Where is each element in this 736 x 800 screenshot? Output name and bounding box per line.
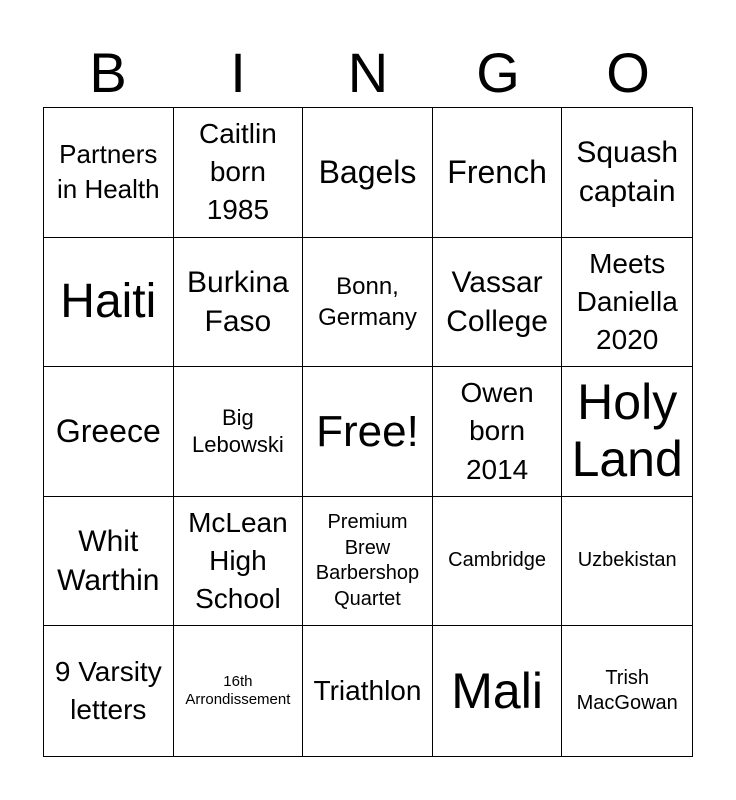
- header-letter-i: I: [230, 41, 246, 104]
- header-letter-g: G: [476, 41, 520, 104]
- bingo-cell[interactable]: [174, 497, 304, 627]
- bingo-cell[interactable]: [303, 108, 433, 238]
- cell-text: Whit Warthin: [57, 525, 160, 598]
- bingo-cell[interactable]: [174, 626, 304, 756]
- bingo-cell[interactable]: [433, 108, 563, 238]
- header-letter-b: B: [89, 41, 127, 104]
- bingo-cell[interactable]: [562, 108, 692, 238]
- header-letter-n: N: [347, 41, 389, 104]
- bingo-cell[interactable]: [174, 108, 304, 238]
- bingo-cell[interactable]: [44, 108, 174, 238]
- bingo-cell[interactable]: [562, 626, 692, 756]
- bingo-cell[interactable]: [562, 367, 692, 497]
- header-letter-o: O: [606, 41, 650, 104]
- bingo-header: [43, 38, 693, 108]
- bingo-cell[interactable]: [433, 238, 563, 368]
- bingo-cell[interactable]: [44, 626, 174, 756]
- cell-text: Mali: [451, 663, 543, 720]
- bingo-cell[interactable]: [44, 367, 174, 497]
- bingo-cell[interactable]: [44, 497, 174, 627]
- bingo-cell[interactable]: [562, 497, 692, 627]
- cell-text: Burkina Faso: [187, 265, 289, 338]
- cell-text: Cambridge: [448, 549, 546, 572]
- cell-text: Big Lebowski: [192, 404, 284, 458]
- cell-text: Greece: [55, 412, 161, 449]
- bingo-cell[interactable]: [303, 626, 433, 756]
- cell-text: Squash captain: [576, 136, 679, 209]
- cell-text: French: [447, 153, 547, 190]
- cell-text: Free!: [316, 406, 419, 456]
- bingo-board: [43, 107, 693, 757]
- bingo-cell[interactable]: [174, 367, 304, 497]
- cell-text: Premium Brew Barbershop Quartet: [315, 510, 420, 610]
- cell-text: Vassar College: [446, 265, 548, 338]
- bingo-cell[interactable]: [433, 497, 563, 627]
- cell-text: Partners in Health: [56, 138, 160, 205]
- cell-text: 9 Varsity letters: [54, 656, 162, 726]
- bingo-cell[interactable]: [433, 626, 563, 756]
- bingo-cell[interactable]: [433, 367, 563, 497]
- cell-text: Uzbekistan: [577, 549, 677, 572]
- cell-text: Bonn, Germany: [318, 272, 417, 331]
- cell-text: 16th Arrondissement: [185, 673, 291, 709]
- cell-text: Holy Land: [571, 374, 683, 488]
- bingo-cell[interactable]: [44, 238, 174, 368]
- cell-text: Bagels: [318, 153, 417, 190]
- bingo-cell[interactable]: [303, 497, 433, 627]
- bingo-cell[interactable]: [303, 367, 433, 497]
- cell-text: Owen born 2014: [460, 377, 534, 485]
- cell-text: McLean High School: [188, 506, 288, 615]
- bingo-cell[interactable]: [303, 238, 433, 368]
- cell-text: Triathlon: [313, 675, 422, 707]
- cell-text: Meets Daniella 2020: [576, 247, 678, 355]
- cell-text: Haiti: [60, 274, 157, 328]
- bingo-cell[interactable]: [174, 238, 304, 368]
- cell-text: Trish MacGowan: [576, 666, 678, 715]
- bingo-cell[interactable]: [562, 238, 692, 368]
- cell-text: Caitlin born 1985: [198, 118, 277, 226]
